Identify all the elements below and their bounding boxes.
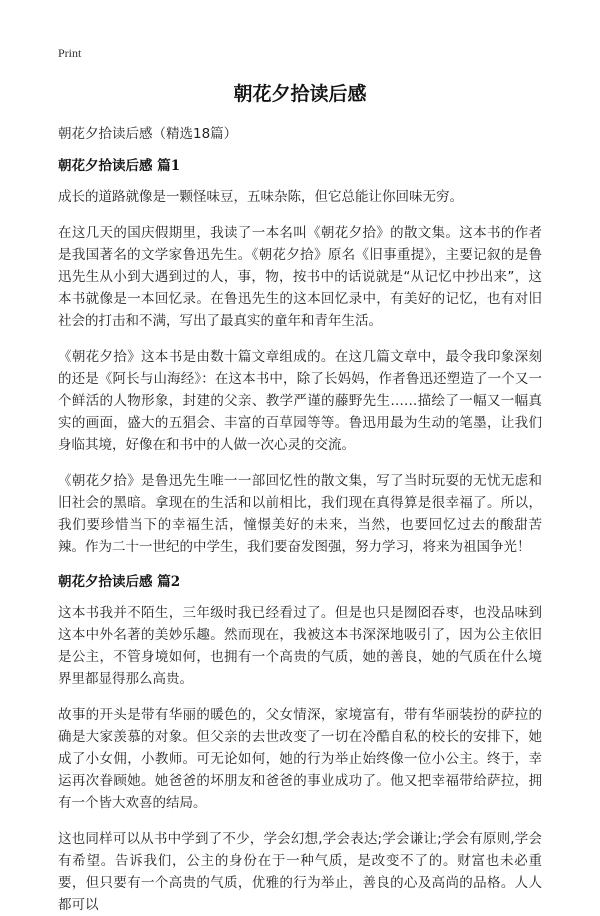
paragraph: 《朝花夕拾》是鲁迅先生唯一一部回忆性的散文集，写了当时玩耍的无忧无虑和旧社会的黑暗。拿现在的生活和以前相比，我们现在真得算是很幸福了。所以，我们要珍惜当下的幸福生活，憧憬美好的未来，当然，也要回忆过去的酸甜苦辣。作为二十一世纪的中学生，我们要奋发图强，努力学习，将来为祖国争光！ <box>58 473 542 555</box>
paragraph: 《朝花夕拾》这本书是由数十篇文章组成的。在这几篇文章中，最令我印象深刻的还是《阿长与山海经》：在这本书中，除了长妈妈，作者鲁迅还塑造了一个又一个鲜活的人物形象，封建的父亲、教学严谨的藤野先生……描绘了一幅又一幅真实的画面，盛大的五猖会、丰富的百草园等等。鲁迅用最为生动的笔墨，让我们身临其境，好像在和书中的人做一次心灵的交流。 <box>58 349 542 453</box>
section-1 <box>58 156 542 558</box>
paragraph: 在这几天的国庆假期里，我读了一本名叫《朝花夕拾》的散文集。这本书的作者是我国著名的文学家鲁迅先生。《朝花夕拾》原名《旧事重提》，主要记叙的是鲁迅先生从小到大遇到过的人，事，物，按书中的话说就是“从记忆中抄出来”，这本书就像是一本回忆录。在鲁迅先生的这本回忆录中，有美好的记忆，也有对旧社会的打击和不满，写出了最真实的童年和青年生活。 <box>58 225 542 329</box>
section-2 <box>58 572 542 916</box>
paragraph: 成长的道路就像是一颗怪味豆，五味杂陈，但它总能让你回味无穷。 <box>58 189 463 205</box>
paragraph: 这也同样可以从书中学到了不少，学会幻想,学会表达;学会谦让;学会有原则,学会有希望。告诉我们，公主的身份在于一种气质，是改变不了的。财富也未必重要，但只要有一个高贵的气质，优雅的行为举止，善良的心及高尚的品格。人人都可以 <box>58 831 542 913</box>
section-heading: 朝花夕拾读后感 篇1 <box>58 158 181 174</box>
print-label: Print <box>58 46 82 60</box>
paragraph: 这本书我并不陌生，三年级时我已经看过了。但是也只是囫囵吞枣，也没品味到这本中外名著的美妙乐趣。然而现在，我被这本书深深地吸引了，因为公主依旧是公主，不管身境如何，也拥有一个高贵的气质，她的善良，她的气质在什么境界里都显得那么高贵。 <box>58 605 542 687</box>
document-subtitle: 朝花夕拾读后感（精选18篇） <box>58 126 238 142</box>
paragraph: 故事的开头是带有华丽的暖色的，父女情深，家境富有，带有华丽装扮的萨拉的确是大家羡慕的对象。但父亲的去世改变了一切在冷酷自私的校长的安排下，她成了小女佣，小教师。可无论如何，她的行为举止始终像一位小公主。终于，幸运再次眷顾她。她爸爸的坏朋友和爸爸的事业成功了。他又把幸福带给萨拉，拥有一个皆大欢喜的结局。 <box>58 707 542 811</box>
document-title: 朝花夕拾读后感 <box>233 83 367 105</box>
section-heading: 朝花夕拾读后感 篇2 <box>58 574 181 590</box>
